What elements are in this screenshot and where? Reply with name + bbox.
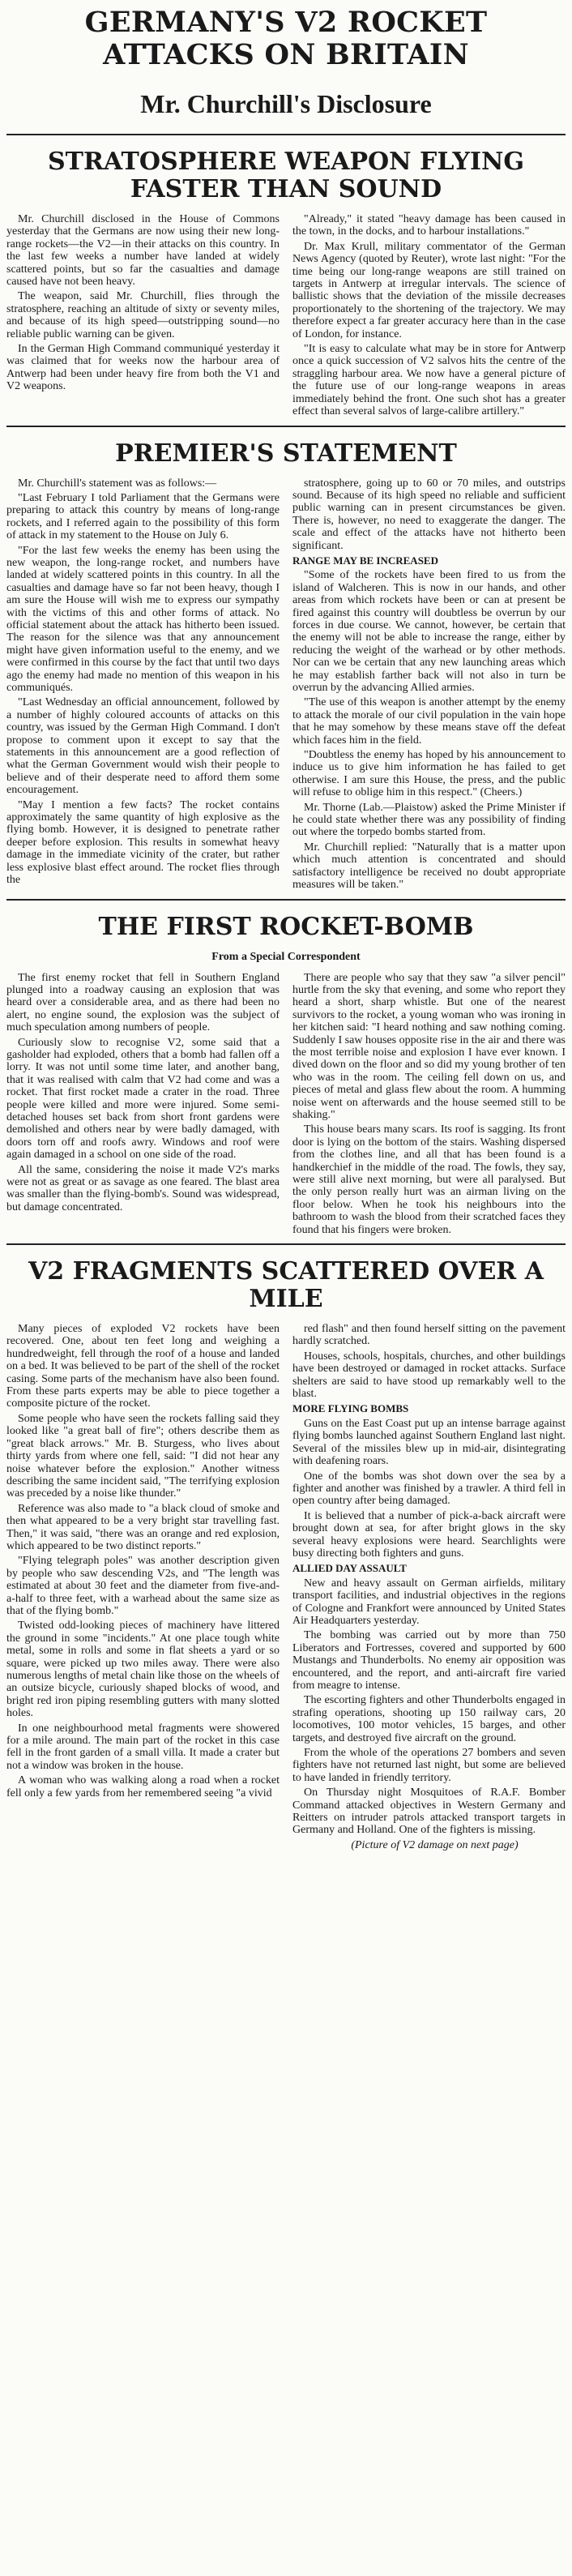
paragraph: The first enemy rocket that fell in Southern England plunged into a roadway causing an explosion that was heard over a considerable area, and as there had been no alert, no engine sound, the explosion was the subject of much speculation among numbers of people. xyxy=(6,971,280,1034)
paragraph: New and heavy assault on German airfields, military transport facilities, and industrial objectives in the regions of Cologne and Frankfort were announced by United States Air Headquarters yesterday. xyxy=(292,1577,566,1627)
paragraph: A woman who was walking along a road when a rocket fell only a few yards from her remembered seeing "a vivid xyxy=(6,1774,280,1799)
article-sections xyxy=(6,134,566,1854)
paragraph: "Some of the rockets have been fired to us from the island of Walcheren. This is now in our hands, and other areas from which rockets have been or can at present be fired against this country will doubtless be overrun by our forces in due course. We cannot, however, be certain that the enemy will not be able to increase the range, either by reducing the weight of the warhead or by other methods. Nor can we be certain that any new launching areas which he may establish farther back will not also in turn be overrun by the advancing Allied armies. xyxy=(292,569,566,694)
section-heading: V2 FRAGMENTS SCATTERED OVER A MILE xyxy=(28,1257,544,1314)
paragraph: "May I mention a few facts? The rocket contains approximately the same quantity of high explosive as the flying bomb. However, it is designed to penetrate rather deeper before explosion. This results in somewhat heavy damage in the immediate vicinity of the crater, but rather less explosive blast effect around. The rocket flies through the xyxy=(6,798,280,887)
section-divider xyxy=(6,1243,566,1245)
column-right xyxy=(292,477,566,894)
paragraph: Houses, schools, hospitals, churches, and other buildings have been destroyed or damaged in rocket attacks. Surface shelters are said to have stood up remarkably well to the blast. xyxy=(292,1350,566,1401)
section-heading: PREMIER'S STATEMENT xyxy=(115,439,457,468)
paragraph: Mr. Churchill replied: "Naturally that is a matter upon which much attention is concentrated and should satisfactory intelligence be received no doubt appropriate measures will be taken." xyxy=(292,841,566,892)
paragraph: stratosphere, going up to 60 or 70 miles, and outstrips sound. Because of its high speed no reliable and sufficient public warning can in present circumstances be given. There is, however, no need to exaggerate the danger. The scale and effect of the attacks have not hitherto been significant. xyxy=(292,477,566,552)
paragraph: "Last February I told Parliament that the Germans were preparing to attack this country by means of long-range rockets, and I referred again to the possibility of this form of attack in my statement to the House on July 6. xyxy=(6,491,280,542)
paragraph: All the same, considering the noise it made V2's marks were not as great or as savage as one feared. The blast area was smaller than the flying-bomb's. Sound was widespread, but damage concentrated. xyxy=(6,1163,280,1213)
section-divider xyxy=(6,134,566,135)
paragraph: Some people who have seen the rockets falling said they looked like "a great ball of fire"; others describe them as "great black arrows." Mr. B. Sturgess, who lives about thirty yards from where one fell, said: "I did not hear any noise whatever before the explosion." Another witness describing the same incident said, "The terrifying explosion was preceded by a noise like thunder." xyxy=(6,1412,280,1500)
section-divider xyxy=(6,899,566,901)
paragraph: "Flying telegraph poles" was another description given by people who saw descending V2s, and "The length was estimated at about 30 feet and the diameter from five-and-a-half to three feet, with a warhead about the same size as that of the flying bomb." xyxy=(6,1555,280,1617)
paragraph: "The use of this weapon is another attempt by the enemy to attack the morale of our civil population in the vain hope that he may somehow by these means stave off the defeat which faces him in the field. xyxy=(292,696,566,747)
paragraph: Mr. Churchill disclosed in the House of Commons yesterday that the Germans are now using their new long-range rockets—the V2—in their attacks on this country. In the last few weeks a number have landed at widely scattered points, but so far the casualties and damage caused have not been heavy. xyxy=(6,213,280,289)
subheading: ALLIED DAY ASSAULT xyxy=(292,1562,407,1575)
paragraph: The bombing was carried out by more than 750 Liberators and Fortresses, covered and supported by 600 Mustangs and Thunderbolts. No enemy air opposition was encountered, and the report, and anti-aircraft fire varied from meagre to intense. xyxy=(292,1629,566,1692)
columns xyxy=(6,213,566,421)
column-left xyxy=(6,1323,280,1854)
subtitle: Mr. Churchill's Disclosure xyxy=(140,89,432,118)
paragraph: In one neighbourhood metal fragments were showered for a mile around. The main part of the rocket in this case fell in the front garden of a small villa. It made a crater but not a window was broken in the house. xyxy=(6,1722,280,1772)
paragraph: Many pieces of exploded V2 rockets have been recovered. One, about ten feet long and weighing a hundredweight, fell through the roof of a house and landed on a bed. It was believed to be part of the shell of the rocket casing. Some parts of the mechanism have also been found. From these parts experts may be able to piece together a composite picture of the rocket. xyxy=(6,1323,280,1410)
column-right xyxy=(292,1323,566,1854)
paragraph: "For the last few weeks the enemy has been using the new weapon, the long-range rocket, and numbers have landed at widely scattered points in this country. In all the casualties and damage have so far not been heavy, though I am sure the House will wish me to express our sympathy with the victims of this and other forms of attack. No official statement about the attack has hitherto been issued. The reason for the silence was that any announcement might have given information useful to the enemy, and we were confirmed in this course by the fact that until two days ago the enemy had made no mention of this weapon in his communiqués. xyxy=(6,544,280,694)
paragraph: Curiously slow to recognise V2, some said that a gasholder had exploded, others that a bomb had fallen off a lorry. It was not until some time later, and another bang, that it was realised with calm that V2 had come and was a rocket. That first rocket made a crater in the road. Three people were killed and more were injured. Some semi-detached houses set back from short front gardens were demolished and others near by were badly damaged, with doors torn off and roofs awry. Windows and roof were again damaged in a school on one side of the road. xyxy=(6,1036,280,1162)
paragraph: "It is easy to calculate what may be in store for Antwerp once a quick succession of V2 salvos hits the centre of the straggling harbour area. We now have a general picture of the future use of our long-range weapons in areas immediately behind the front. One such shot has a greater effect than several salvos of large-calibre artillery." xyxy=(292,343,566,418)
paragraph: The escorting fighters and other Thunderbolts engaged in strafing operations, shooting up 150 railway cars, 20 locomotives, 100 motor vehicles, 15 barges, and other targets, and destroyed five aircraft on the ground. xyxy=(292,1694,566,1744)
paragraph: One of the bombs was shot down over the sea by a fighter and another was finished by a trawler. A third fell in open country after being damaged. xyxy=(292,1470,566,1508)
section-heading: STRATOSPHERE WEAPON FLYING FASTER THAN SOUND xyxy=(47,148,525,203)
section-heading: THE FIRST ROCKET-BOMB xyxy=(98,912,474,941)
paragraph: On Thursday night Mosquitoes of R.A.F. Bomber Command attacked objectives in Western Germany and Reitters on intruder patrols attacked transport targets in Germany and Holland. One of the fighters is missing. xyxy=(292,1787,566,1837)
paragraph: It is believed that a number of pick-a-back aircraft were brought down at sea, for after bright glows in the sky several heavy explosions were heard. Searchlights were busy directing both fighters and guns. xyxy=(292,1509,566,1560)
column-right xyxy=(292,972,566,1239)
paragraph: Guns on the East Coast put up an intense barrage against flying bombs launched against Southern England last night. Several of the missiles blew up in mid-air, disintegrating with deafening roars. xyxy=(292,1417,566,1468)
columns xyxy=(6,1323,566,1854)
column-left xyxy=(6,972,280,1239)
paragraph: In the German High Command communiqué yesterday it was claimed that for weeks now the harbour area of Antwerp had been under heavy fire from both the V1 and V2 weapons. xyxy=(6,343,280,393)
paragraph: (Picture of V2 damage on next page) xyxy=(351,1838,519,1851)
byline: From a Special Correspondent xyxy=(211,950,361,963)
paragraph: "Doubtless the enemy has hoped by his announcement to induce us to give him information he has failed to get otherwise. I am sure this House, the press, and the public will refuse to oblige him in this respect." (Cheers.) xyxy=(292,749,566,799)
paragraph: "Last Wednesday an official announcement, followed by a number of highly coloured accounts of attacks on this country, was issued by the German High Command. I don't propose to comment upon it except to say that the statements in this announcement are a good reflection of what the German Government would wish their people to believe and of their desperate need to afford them some encouragement. xyxy=(6,696,280,797)
paragraph: "Already," it stated "heavy damage has been caused in the town, in the docks, and to harbour installations." xyxy=(292,213,566,238)
subheading: RANGE MAY BE INCREASED xyxy=(292,554,438,567)
paragraph: Dr. Max Krull, military commentator of the German News Agency (quoted by Reuter), wrote last night: "For the time being our long-range weapons are still trained on targets in Antwerp at irregular intervals. The science of ballistic shows that the deviation of the missile decreases proportionately to the shortening of the trajectory. We may therefore expect a far greater accuracy here than in the case of London, for instance. xyxy=(292,240,566,340)
paragraph: Reference was also made to "a black cloud of smoke and then what appeared to be a very bright star travelling fast. Then," it was said, "there was an orange and red explosion, which appeared to be two distinct reports." xyxy=(6,1502,280,1552)
paragraph: Twisted odd-looking pieces of machinery have littered the ground in some "incidents." At one place tough white metal, some in rolls and some in flat sheets a yard or so square, were picked up two miles away. There were also numerous lengths of metal chain like those on the wheels of an outsize bicycle, curiously shaped blocks of wood, and bright red iron piping resembling gutters with many slotted holes. xyxy=(6,1620,280,1720)
paragraph: red flash" and then found herself sitting on the pavement hardly scratched. xyxy=(292,1323,566,1348)
section-divider xyxy=(6,426,566,427)
paragraph: Mr. Thorne (Lab.—Plaistow) asked the Prime Minister if he could state whether there was any possibility of finding out where the torpedo bombs started from. xyxy=(292,801,566,839)
column-left xyxy=(6,213,280,421)
column-left xyxy=(6,477,280,894)
paragraph: Mr. Churchill's statement was as follows:— xyxy=(18,477,217,490)
paragraph: The weapon, said Mr. Churchill, flies through the stratosphere, reaching an altitude of sixty or seventy miles, and because of its high speed—outstripping sound—no reliable public warning can be given. xyxy=(6,290,280,340)
paragraph: There are people who say that they saw "a silver pencil" hurtle from the sky that evening, and some who report they heard a short, sharp whistle. But one of the nearest survivors to the rocket, a young woman who was ironing in her kitchen said: "I heard nothing and saw nothing coming. Suddenly I saw houses opposite rise in the air and there was the most terrible noise and explosion I have ever known. I dived down on the floor and so did my young brother of ten who was in the room. The ceiling fell down on us, and pieces of metal and glass flew about the room. A humming noise went on afterwards and the house seemed still to be shaking." xyxy=(292,971,566,1121)
paragraph: This house bears many scars. Its roof is sagging. Its front door is lying on the bottom of the stairs. Washing dispersed from the clothes line, and all that has been found is a handkerchief in the middle of the road. The fowls, they say, were still alive next morning, but were all paralysed. But the only person really hurt was an airman living on the floor below. When he took his neighbours into the bathroom to wash the blood from their scratched faces they found that his fingers were broken. xyxy=(292,1123,566,1236)
subheading: MORE FLYING BOMBS xyxy=(292,1402,409,1415)
main-title: GERMANY'S V2 ROCKET ATTACKS ON BRITAIN xyxy=(84,6,488,71)
columns xyxy=(6,972,566,1239)
columns xyxy=(6,477,566,894)
paragraph: From the whole of the operations 27 bombers and seven fighters have not returned last night, but some are believed to have landed in friendly territory. xyxy=(292,1747,566,1784)
column-right xyxy=(292,213,566,421)
